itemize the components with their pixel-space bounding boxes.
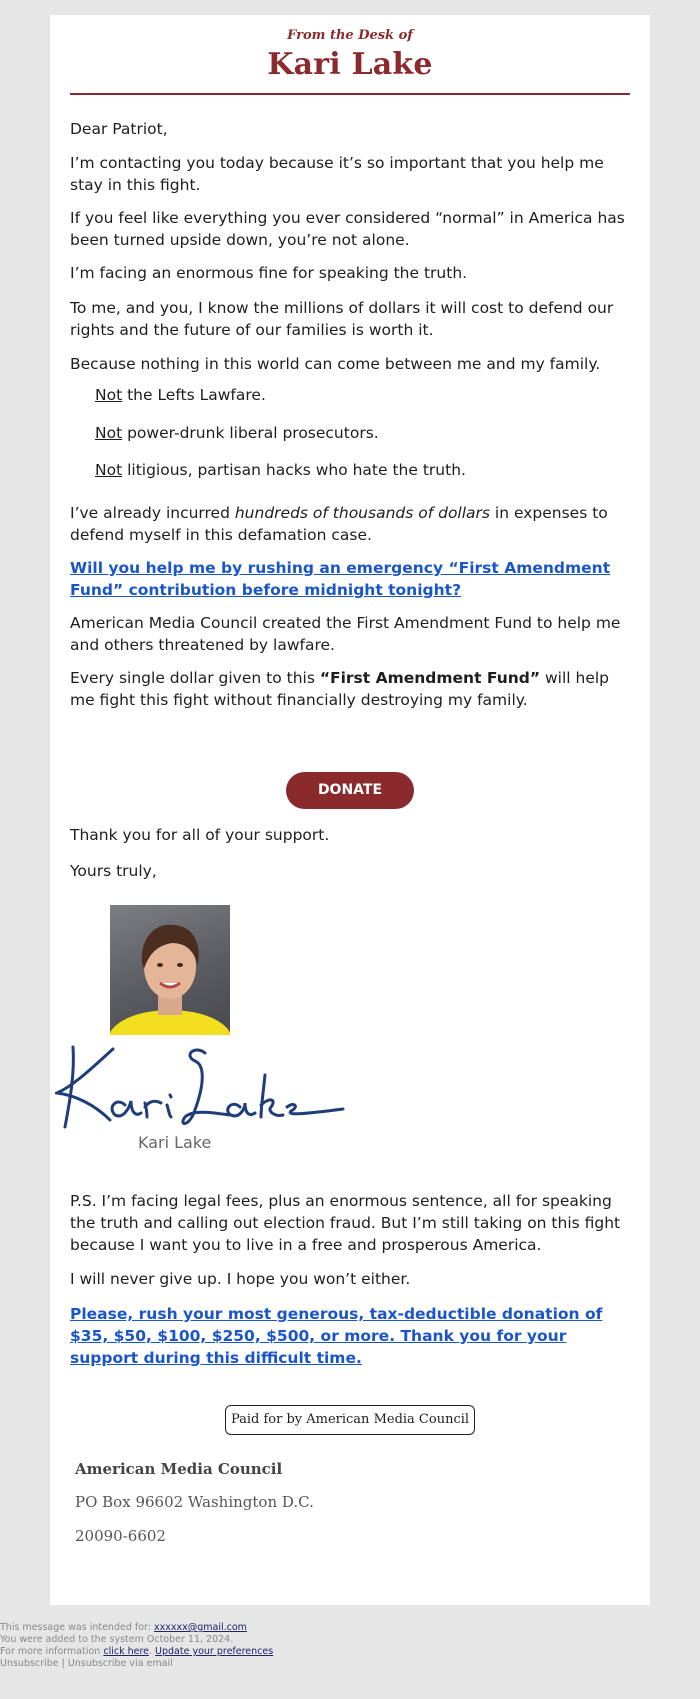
list-item-text: the Lefts Lawfare.: [122, 386, 266, 404]
footer-pipe-separator: |: [58, 1658, 68, 1669]
paid-for-disclaimer: Paid for by American Media Council: [225, 1405, 475, 1435]
paragraph-6-italic: hundreds of thousands of dollars: [234, 504, 490, 522]
footer-info-line: [0, 1646, 273, 1658]
paragraph-6: [70, 502, 630, 546]
donate-link-1[interactable]: Will you help me by rushing an emergency “First Amendment Fund” contribution before midnight tonight?: [70, 559, 611, 599]
header-from-desk: From the Desk of: [287, 28, 413, 43]
footer-more-info-label: For more information: [0, 1646, 104, 1657]
org-name: American Media Council: [75, 1460, 283, 1478]
paragraph-8-bold: “First Amendment Fund”: [319, 669, 541, 687]
paragraph-4: To me, and you, I know the millions of dollars it will cost to defend our rights and the future of our families is worth it.: [70, 299, 614, 339]
closing-line: Yours truly,: [70, 862, 157, 880]
footer-added-line: You were added to the system October 11, 2024.: [0, 1634, 234, 1645]
paragraph-8: [70, 667, 630, 711]
thanks-line: Thank you for all of your support.: [70, 826, 330, 844]
paragraph-6-start: I’ve already incurred: [70, 504, 235, 522]
email-footer: [0, 1622, 273, 1670]
footer-intended-line: [0, 1622, 273, 1634]
header-divider: [70, 93, 630, 95]
paragraph-8-start: Every single dollar given to this: [70, 669, 320, 687]
paragraph-8-end: will help me fight this fight without financially destroying my family.: [70, 669, 610, 709]
donate-link-1-wrapper: [70, 557, 630, 601]
footer-unsubscribe-email-link[interactable]: Unsubscribe via email: [67, 1658, 173, 1669]
list-item-prefix: Not: [95, 461, 123, 479]
footer-unsubscribe-line: [0, 1658, 273, 1670]
paragraph-5: Because nothing in this world can come between me and my family.: [70, 355, 601, 373]
org-address-line-2: 20090-6602: [75, 1527, 166, 1545]
email-card: [50, 15, 650, 1605]
signature-graphic: [55, 1035, 345, 1135]
list-item-text: litigious, partisan hacks who hate the truth.: [122, 461, 466, 479]
footer-update-preferences-link[interactable]: Update your preferences: [155, 1646, 274, 1657]
paragraph-7: American Media Council created the First Amendment Fund to help me and others threatened by lawfare.: [70, 614, 621, 654]
portrait-illustration: [110, 905, 230, 1035]
list-item: [95, 422, 630, 444]
donate-button[interactable]: DONATE: [286, 772, 414, 809]
list-item-prefix: Not: [95, 386, 123, 404]
org-address-line-1: PO Box 96602 Washington D.C.: [75, 1493, 314, 1511]
paragraph-1: I’m contacting you today because it’s so important that you help me stay in this fight.: [70, 154, 604, 194]
portrait-photo: [110, 905, 230, 1035]
postscript: P.S. I’m facing legal fees, plus an enormous sentence, all for speaking the truth and calling out election fraud. But I’m still taking on this fight because I want you to live in a free and prosperous America.: [70, 1192, 621, 1254]
donate-link-2[interactable]: Please, rush your most generous, tax-deductible donation of $35, $50, $100, $250, $500, or more. Thank you for your support during this difficult time.: [70, 1305, 603, 1367]
list-item-prefix: Not: [95, 424, 123, 442]
paragraph-2: If you feel like everything you ever considered “normal” in America has been turned upside down, you’re not alone.: [70, 209, 625, 249]
signature-name: Kari Lake: [138, 1133, 212, 1152]
footer-separator: .: [149, 1646, 156, 1657]
paragraph-6-end: in expenses to defend myself in this defamation case.: [70, 504, 608, 544]
greeting: Dear Patriot,: [70, 120, 168, 138]
list-item-text: power-drunk liberal prosecutors.: [122, 424, 379, 442]
paragraph-9: I will never give up. I hope you won’t either.: [70, 1270, 411, 1288]
paragraph-3: I’m facing an enormous fine for speaking the truth.: [70, 264, 468, 282]
footer-email-link[interactable]: xxxxxx@gmail.com: [154, 1622, 247, 1633]
donate-link-2-wrapper: [70, 1303, 630, 1369]
footer-unsubscribe-link[interactable]: Unsubscribe: [0, 1658, 59, 1669]
header-name: Kari Lake: [267, 47, 433, 82]
footer-click-here-link[interactable]: click here: [103, 1646, 149, 1657]
footer-intended-label: This message was intended for:: [0, 1622, 154, 1633]
list-item: [95, 459, 630, 481]
list-item: [95, 384, 630, 406]
